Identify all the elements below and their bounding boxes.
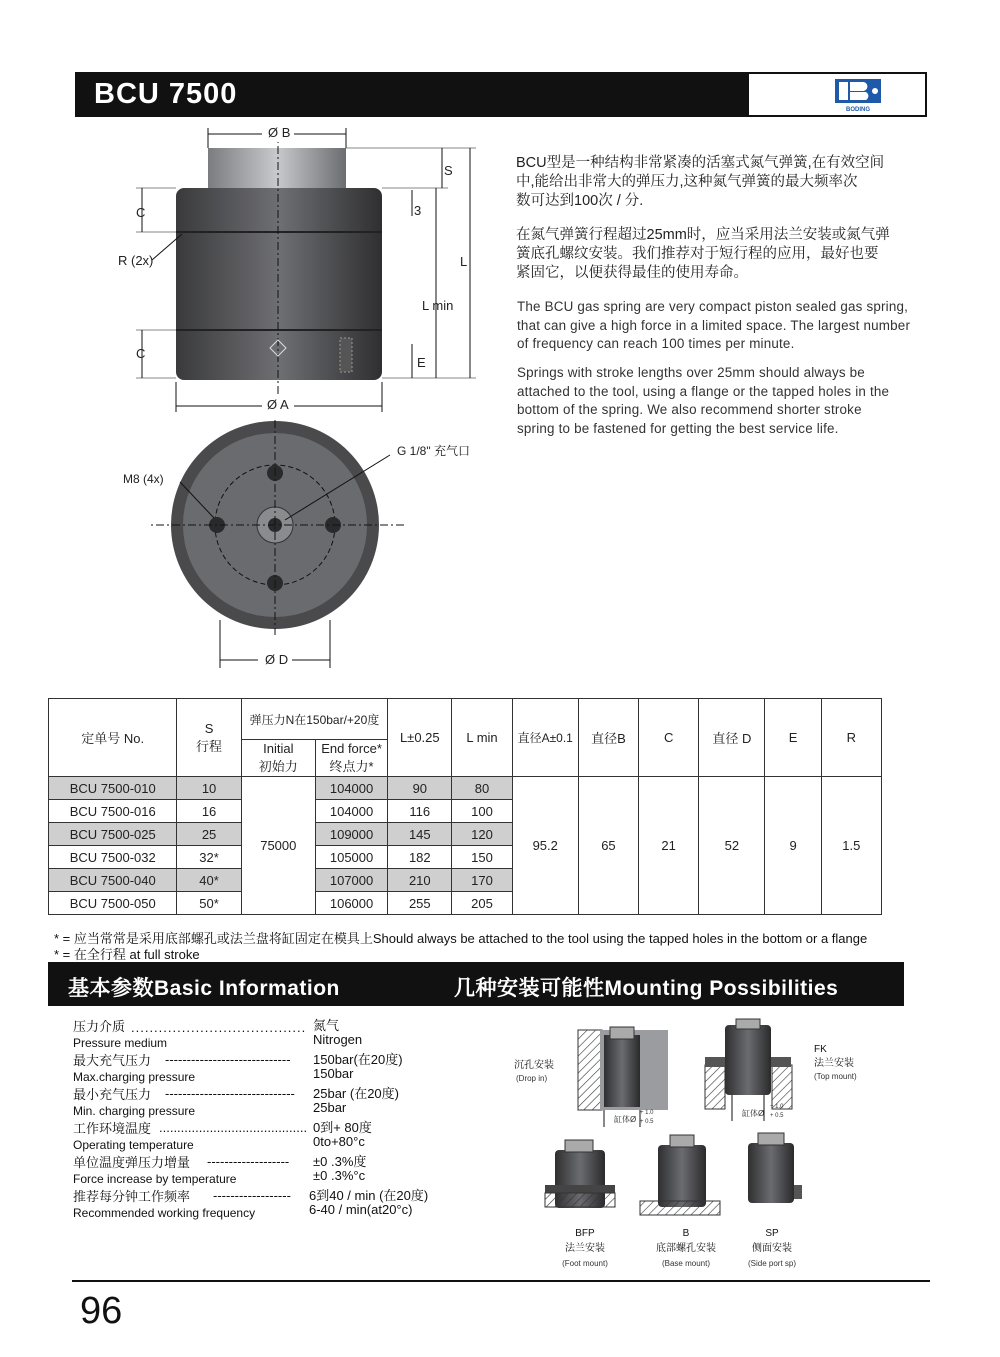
th-d: 直径 D [699,699,765,777]
dim-r-label: R (2x) [118,253,154,268]
svg-text:BODING: BODING [846,107,870,113]
sp-diagram [748,1133,802,1203]
bfp-label: BFP 法兰安装 (Foot mount) [562,1228,608,1268]
th-order-no: 定单号 No. [49,699,177,777]
table-row: BCU 7500-032 32* 105000 182 150 [49,846,882,869]
page-number: 96 [80,1290,123,1332]
th-l: L±0.25 [388,699,452,777]
th-r: R [821,699,881,777]
th-e: E [765,699,821,777]
th-lmin: L min [452,699,512,777]
th-c: C [639,699,699,777]
fk-label: FK [814,1044,827,1055]
dim-e-label: E [417,355,426,370]
basic-info-list [73,1018,433,1222]
initial-force-cell: 75000 [241,777,315,915]
boding-logo-icon [833,77,883,113]
description-cn-1: BCU型是一种结构非常紧凑的活塞式氮气弹簧,在有效空间 中,能给出非常大的弹压力,这种氮气弹簧的最大频率次 数可达到100次 / 分. [516,155,885,209]
b-diagram [640,1135,720,1215]
fk-label-en: (Top mount) [814,1072,857,1081]
list-item: 最大充气压力 ----------------------------- Max.charging pressure 150bar(在20度) 150bar [73,1052,403,1084]
table-row: BCU 7500-016 16 104000 116 100 [49,800,882,823]
th-force: 弹压力N在150bar/+20度 [241,699,388,740]
table-row: BCU 7500-040 40* 107000 210 170 [49,869,882,892]
dim-lmin-label: L min [422,298,454,313]
dim-s-label: S [444,163,453,178]
fk-label-cn: 法兰安装 [814,1058,854,1069]
mounting-heading: 几种安装可能性Mounting Possibilities [454,977,839,1000]
footer-rule [72,1280,930,1282]
top-view-drawing [150,420,420,670]
note-1: * = 应当常常是采用底部螺孔或法兰盘将缸固定在模具上Should always be attached to the tool using the tapped holes in the bottom or a flange [54,931,868,946]
th-a: 直径A±0.1 [512,699,578,777]
list-item: 推荐每分钟工作频率 ------------------ Recommended working frequency 6到40 / min (在20度) 6-40 / min(at20°c) [73,1188,429,1220]
table-row: BCU 7500-025 25 109000 145 120 [49,823,882,846]
drop-in-diagram [578,1027,668,1127]
dim-a-label: Ø A [267,397,289,412]
spec-table [48,698,882,915]
dim-3-label: 3 [414,203,422,218]
th-initial: Initial 初始力 [241,740,315,777]
th-end-force: End force* 终点力* [315,740,387,777]
basic-info-heading: 基本参数Basic Information [68,977,340,1000]
dim-l-label: L [460,254,468,269]
list-item: 最小充气压力 ------------------------------ Min. charging pressure 25bar (在20度) 25bar [73,1086,399,1118]
table-row: BCU 7500-010 10 75000 104000 90 80 95.2 65 21 52 9 1.5 [49,777,882,800]
description-cn-2: 在氮气弹簧行程超过25mm时，应当采用法兰安装或氮气弹 簧底孔螺纹安装。我们推荐对于短行程的应用，最好也要 紧固它，以便获得最佳的使用寿命。 [516,227,890,281]
b-label: B 底部螺孔安装 (Base mount) [656,1228,716,1268]
note-2: * = 在全行程 at full stroke [54,947,200,962]
dim-b-label: Ø B [268,125,291,140]
th-b: 直径B [578,699,638,777]
description-en-1: The BCU gas spring are very compact piston sealed gas spring, that can give a high force in a limited space. The largest number of frequency can reach 100 times per minute. [517,299,911,351]
list-item: 工作环境温度 ......................................... Operating temperature 0到+ 80度 0to+80°c [73,1120,372,1152]
th-stroke: S 行程 [177,699,241,777]
dim-d-label: Ø D [265,652,289,667]
sp-label: SP 侧面安装 (Side port sp) [747,1228,797,1268]
description-en-2: Springs with stroke lengths over 25mm should always be attached to the tool, using a flange or the tapped holes in the bottom of the spring. We also recommend shorter stroke spring to be fastened for getting the best service life. [517,365,890,436]
dim-c-top-label: C [136,205,146,220]
drop-in-label-en: (Drop in) [516,1074,548,1083]
page-title: BCU 7500 [94,78,238,110]
mounting-diagrams [500,1015,910,1245]
bfp-diagram [545,1140,615,1208]
list-item: 压力介质 ...................................... Pressure medium 氮气 Nitrogen [73,1018,363,1050]
drop-in-dim: 缸体Ø [614,1115,637,1124]
drop-in-label-cn: 沉孔安装 [514,1060,554,1071]
dim-c-bottom-label: C [136,346,146,361]
g-port-label: G 1/8" 充气口 [397,444,470,458]
side-view-drawing [100,120,500,420]
piston-rod [208,148,346,190]
fk-dim: 缸体Ø [742,1109,765,1118]
m8-label: M8 (4x) [123,472,164,486]
logo-box [747,74,925,115]
table-row: BCU 7500-050 50* 106000 255 205 [49,892,882,915]
list-item: 单位温度弹压力增量 ------------------- Force increase by temperature ±0 .3%度 ±0 .3%°c [73,1154,367,1186]
